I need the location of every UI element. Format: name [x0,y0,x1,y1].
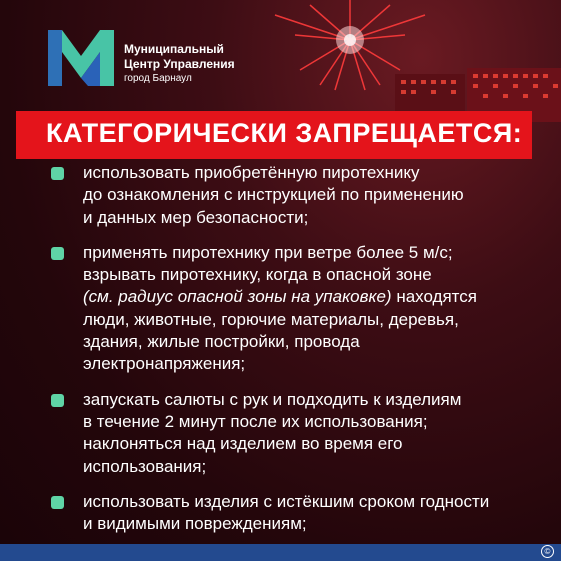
item-line: применять пиротехнику при ветре более 5 м/с; [83,242,453,262]
list-item [48,162,548,229]
page-title: КАТЕГОРИЧЕСКИ ЗАПРЕЩАЕТСЯ: [46,118,523,148]
bullet-icon [51,167,64,180]
item-line: электронапряжения; [83,354,246,374]
list-item [48,242,548,376]
item-line: здания, жилые постройки, провода [83,332,360,352]
danger-zone-note: (см. радиус опасной зоны на упаковке) [83,287,392,307]
org-name [124,42,235,85]
item-line: до ознакомления с инструкцией по применению [83,185,464,205]
item-line: использования; [83,456,207,476]
bullet-icon [51,247,64,260]
item-line: наклоняться над изделием во время его [83,434,403,454]
bullet-icon [51,394,64,407]
item-line: взрывать пиротехнику, когда в опасной зоне [83,265,432,285]
item-line: люди, животные, горючие материалы, деревья, [83,309,459,329]
org-name-line2: Центр Управления [124,57,235,71]
list-item [48,389,548,478]
item-line: и видимыми повреждениям; [83,514,307,534]
list-item [48,491,548,536]
item-line: запускать салюты с рук и подходить к изделиям [83,389,462,409]
org-name-line1: Муниципальный [124,42,224,56]
item-line-rest: находятся [391,287,477,307]
item-line-mixed [83,286,548,308]
item-line: и данных мер безопасности; [83,207,309,227]
bullet-icon [51,496,64,509]
org-city: город Барнаул [124,73,192,84]
item-line: использовать изделия с истёкшим сроком годности [83,491,490,511]
item-line: в течение 2 минут после их использования; [83,411,428,431]
prohibitions-list [48,162,548,535]
mcu-logo-icon [48,30,114,86]
copyright-icon: © [541,545,554,558]
bottom-bar [0,544,561,561]
item-line: использовать приобретённую пиротехнику [83,163,420,182]
